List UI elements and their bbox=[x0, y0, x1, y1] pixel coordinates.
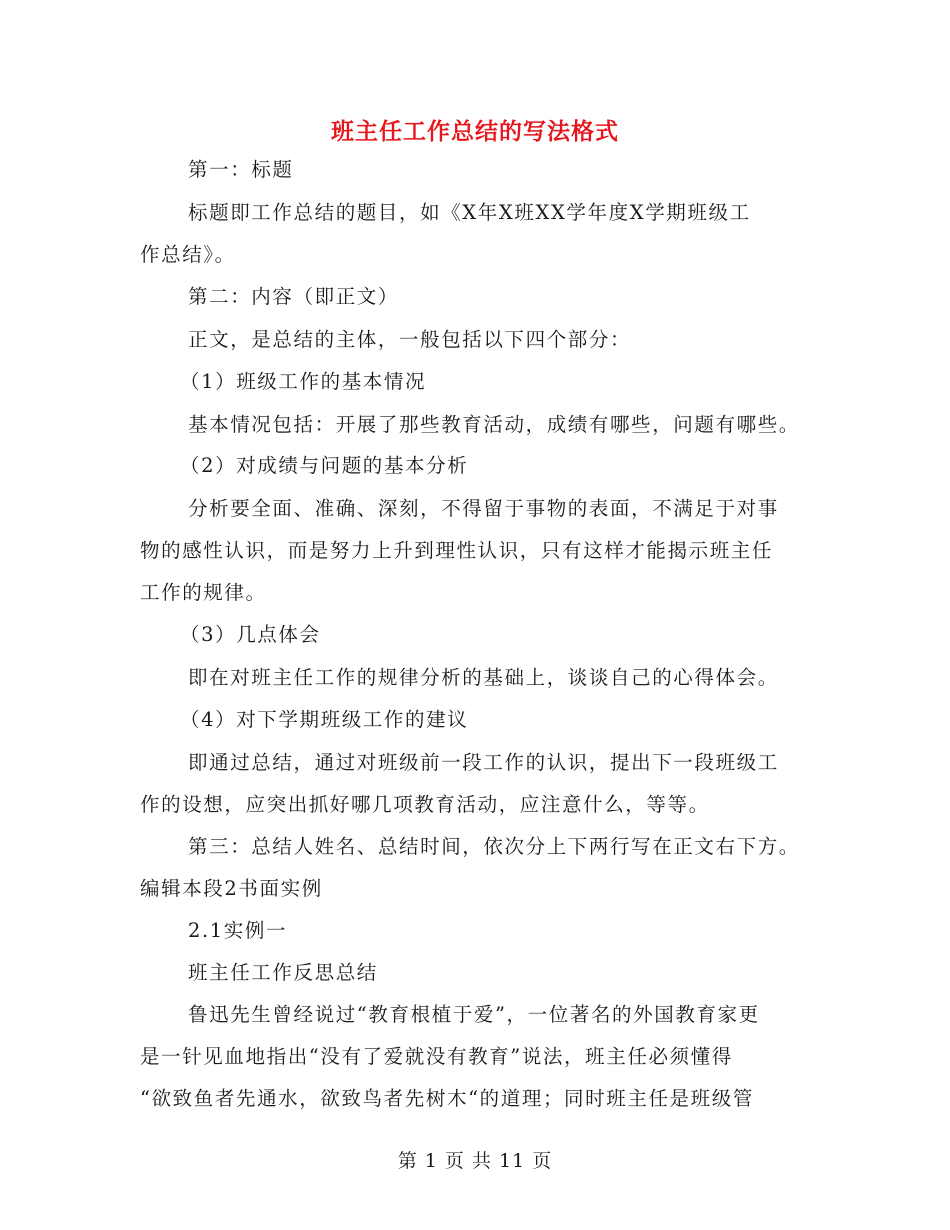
paragraph-line: 作总结》。 bbox=[140, 243, 236, 266]
paragraph-line: 基本情况包括：开展了那些教育活动，成绩有哪些，问题有哪些。 bbox=[188, 413, 800, 436]
subheading-item-4: （4）对下学期班级工作的建议 bbox=[180, 708, 469, 731]
subheading-item-3: （3）几点体会 bbox=[180, 623, 321, 646]
paragraph-line: 工作的规律。 bbox=[140, 581, 267, 604]
paragraph-line: 即在对班主任工作的规律分析的基础上，谈谈自己的心得体会。 bbox=[188, 666, 779, 689]
paragraph-line: 分析要全面、准确、深刻，不得留于事物的表面，不满足于对事 bbox=[188, 497, 779, 520]
heading-title-section: 第一：标题 bbox=[188, 158, 294, 181]
paragraph-line: 鲁迅先生曾经说过“教育根植于爱”，一位著名的外国教育家更 bbox=[188, 1003, 760, 1026]
subheading-item-1: （1）班级工作的基本情况 bbox=[180, 370, 427, 393]
paragraph-line: 是一针见血地指出“没有了爱就没有教育”说法，班主任必须懂得 bbox=[140, 1045, 733, 1068]
paragraph-line: 正文，是总结的主体，一般包括以下四个部分： bbox=[188, 328, 632, 351]
paragraph-line: 作的设想，应突出抓好哪几项教育活动，应注意什么，等等。 bbox=[140, 793, 710, 816]
page-number-footer: 第 1 页 共 11 页 bbox=[397, 1150, 553, 1172]
paragraph-line: “欲致鱼者先通水，欲致鸟者先树木“的道理；同时班主任是班级管 bbox=[140, 1087, 754, 1110]
heading-content-section: 第二：内容（即正文） bbox=[188, 285, 400, 308]
heading-signature-section: 第三：总结人姓名、总结时间，依次分上下两行写在正文右下方。 bbox=[188, 835, 800, 858]
paragraph-line: 即通过总结，通过对班级前一段工作的认识，提出下一段班级工 bbox=[188, 751, 779, 774]
document-title: 班主任工作总结的写法格式 bbox=[331, 118, 619, 145]
paragraph-line: 物的感性认识，而是努力上升到理性认识，只有这样才能揭示班主任 bbox=[140, 539, 774, 562]
subheading-example-1: 2.1实例一 bbox=[188, 919, 288, 942]
section-heading-examples: 编辑本段2书面实例 bbox=[140, 877, 323, 900]
paragraph-line: 标题即工作总结的题目，如《X年X班XX学年度X学期班级工 bbox=[188, 201, 751, 224]
subheading-item-2: （2）对成绩与问题的基本分析 bbox=[180, 454, 469, 477]
example-title: 班主任工作反思总结 bbox=[188, 961, 378, 984]
